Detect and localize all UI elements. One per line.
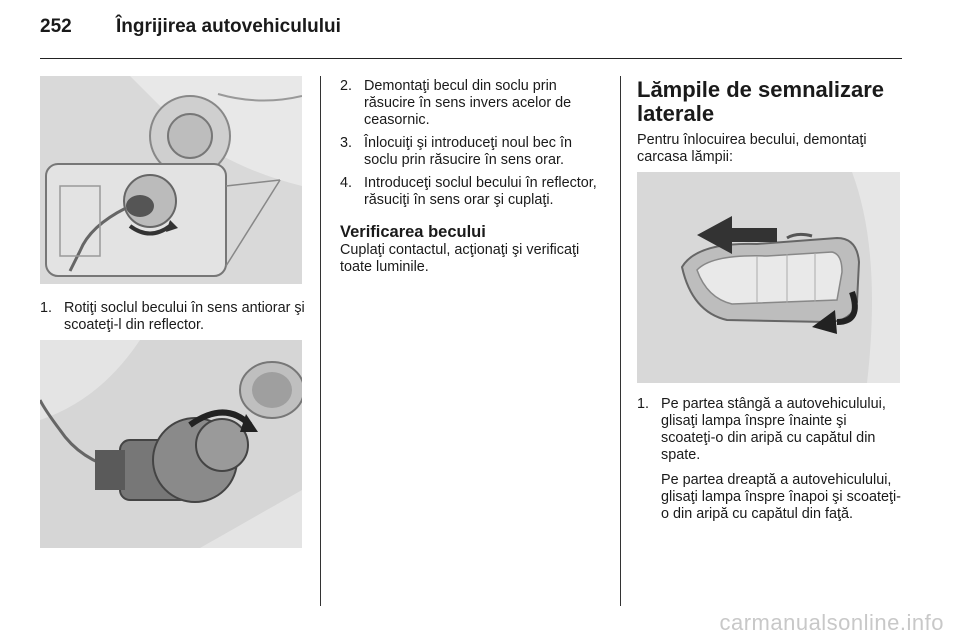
- page-number: 252: [40, 16, 72, 37]
- step-number: 2.: [340, 78, 353, 94]
- running-title: Îngrijirea autovehiculului: [116, 16, 341, 37]
- step-text: Înlocuiţi şi introduceţi noul bec în soclu prin răsucire în sens orar.: [364, 135, 572, 168]
- step-number: 4.: [340, 175, 353, 191]
- page-header: [40, 16, 902, 60]
- column-divider-left: [320, 76, 321, 606]
- side-indicator-illustration: [637, 172, 900, 383]
- section-title: Lămpile de semnalizare laterale: [637, 77, 884, 126]
- list-item: [637, 396, 903, 523]
- side-indicator-drawing: [637, 172, 900, 383]
- step-number: 1.: [637, 396, 650, 412]
- step-number: 3.: [340, 135, 353, 151]
- headlamp-rear-drawing: [40, 76, 302, 284]
- step-text: Rotiţi soclul becului în sens antiorar şi scoateţi-l din reflector.: [64, 300, 305, 333]
- headlamp-rear-illustration: [40, 76, 302, 284]
- subheading: Verificarea becului: [340, 223, 486, 241]
- column-3-text: [637, 78, 903, 166]
- list-item: [40, 300, 310, 334]
- bulb-socket-illustration: [40, 340, 302, 548]
- list-item: [340, 135, 604, 169]
- step-text-right-side: Pe partea dreaptă a autovehiculului, glisaţi lampa înspre înapoi şi scoateţi-o din aripă cu capătul din faţă.: [661, 472, 901, 522]
- step-text: Demontaţi becul din soclu prin răsucire în sens invers acelor de ceasornic.: [364, 78, 572, 128]
- step-number: 1.: [40, 300, 53, 316]
- watermark: carmanualsonline.info: [719, 610, 944, 635]
- header-rule: [40, 58, 902, 59]
- step-text: Pe partea stângă a autovehiculului, glisaţi lampa înspre înainte şi scoateţi-o din aripă cu capătul din spate.: [661, 396, 886, 463]
- column-1-text: [40, 300, 310, 340]
- bulb-socket-drawing: [40, 340, 302, 548]
- list-item: [340, 78, 604, 129]
- column-divider-right: [620, 76, 621, 606]
- column-3-steps: [637, 396, 903, 529]
- check-text: Cuplaţi contactul, acţionaţi şi verificaţi toate luminile.: [340, 242, 580, 275]
- list-item: [340, 175, 604, 209]
- column-2-text: [340, 78, 604, 276]
- step-text: Introduceţi soclul becului în reflector, răsuciţi în sens orar şi cuplaţi.: [364, 175, 597, 208]
- intro-text: Pentru înlocuirea becului, demontaţi carcasa lămpii:: [637, 132, 867, 165]
